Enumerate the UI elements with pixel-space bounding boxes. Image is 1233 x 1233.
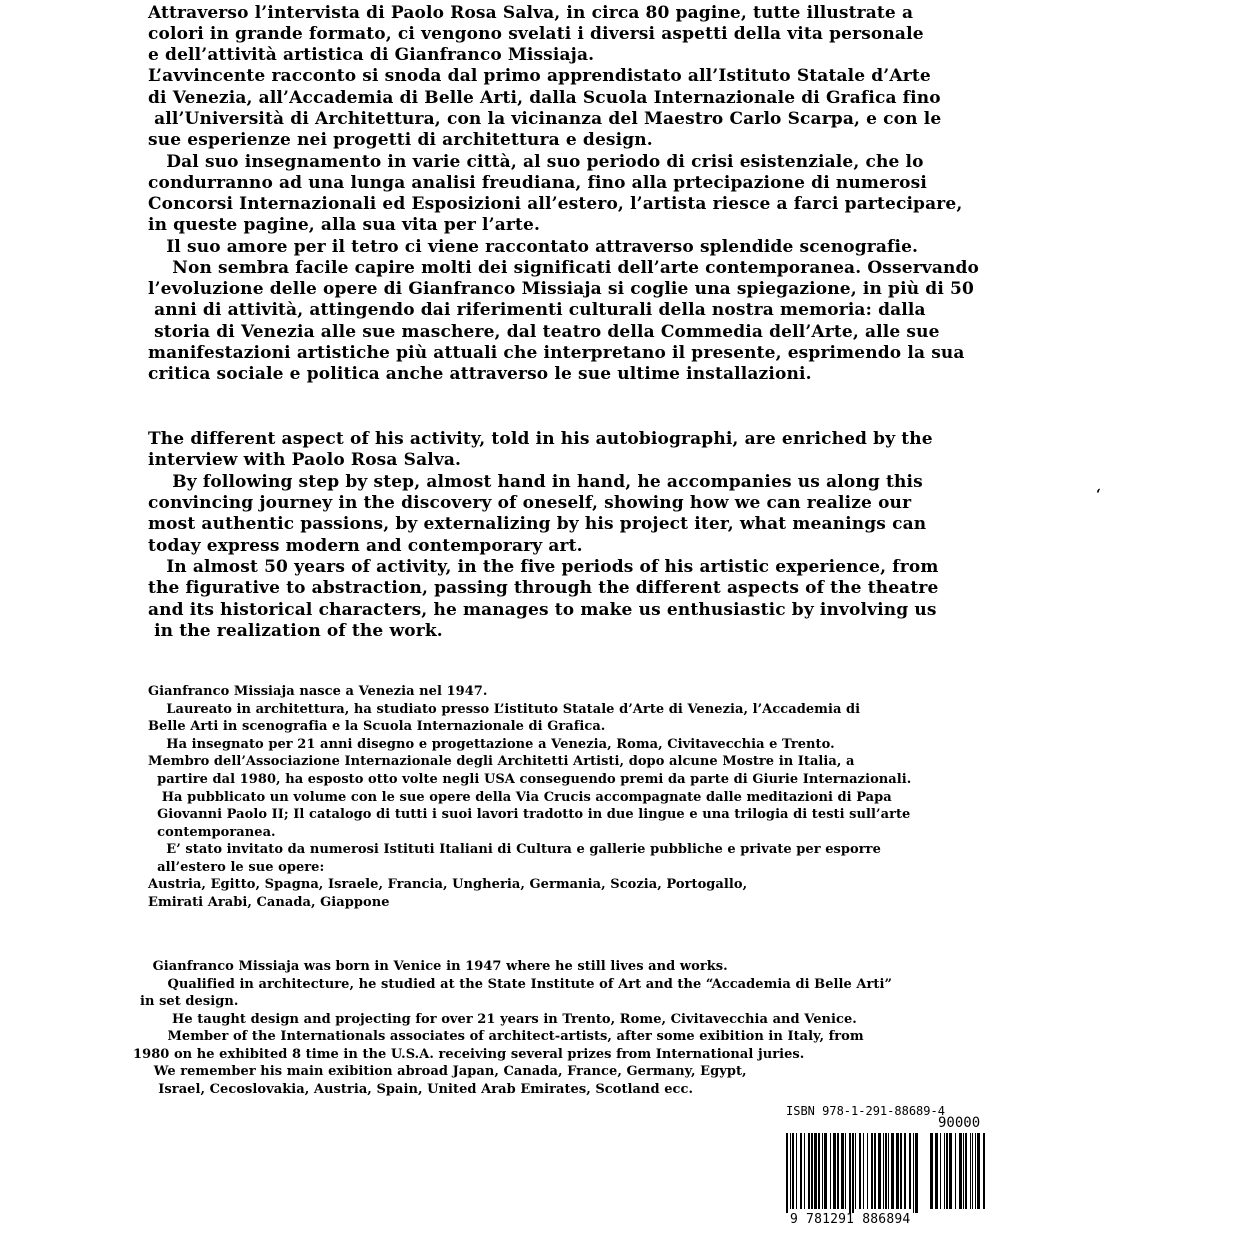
- text-line: Israel, Cecoslovakia, Austria, Spain, United Arab Emirates, Scotland ecc.: [140, 1082, 694, 1097]
- text-line: Il suo amore per il tetro ci viene raccontato attraverso splendide scenografie.: [148, 237, 919, 257]
- text-line: Austria, Egitto, Spagna, Israele, Francia, Ungheria, Germania, Scozia, Portogallo,: [148, 877, 748, 892]
- barcode-bar: [972, 1133, 973, 1209]
- text-line: 1980 on he exhibited 8 time in the U.S.A. receiving several prizes from International juries.: [133, 1047, 805, 1062]
- text-line: convincing journey in the discovery of oneself, showing how we can realize our: [148, 493, 912, 513]
- barcode-bar: [796, 1133, 797, 1209]
- text-line: Emirati Arabi, Canada, Giappone: [148, 895, 390, 910]
- text-line: in queste pagine, alla sua vita per l’arte.: [148, 215, 541, 235]
- barcode-bar: [871, 1133, 873, 1209]
- barcode-bar: [944, 1133, 945, 1209]
- text-line: interview with Paolo Rosa Salva.: [148, 450, 462, 470]
- barcode-bars: [786, 1133, 926, 1213]
- text-line: condurranno ad una lunga analisi freudiana, fino alla prtecipazione di numerosi: [148, 173, 927, 193]
- barcode-bar: [955, 1133, 956, 1209]
- text-line: Attraverso l’intervista di Paolo Rosa Salva, in circa 80 pagine, tutte illustrate a: [148, 3, 914, 23]
- text-line: Giovanni Paolo II; Il catalogo di tutti i suoi lavori tradotto in due lingue e una trilogia di testi sull’arte: [148, 807, 911, 822]
- barcode-bar: [841, 1133, 844, 1209]
- barcode-digits: 9 781291 886894: [790, 1212, 911, 1227]
- text-line: all’estero le sue opere:: [148, 860, 325, 875]
- text-line: all’Università di Architettura, con la vicinanza del Maestro Carlo Scarpa, e con le: [148, 109, 942, 129]
- barcode-bar: [946, 1133, 948, 1209]
- text-line: Ha pubblicato un volume con le sue opere della Via Crucis accompagnate dalle meditazioni di Papa: [148, 790, 892, 805]
- barcode-bar: [904, 1133, 906, 1209]
- text-line: partire dal 1980, ha esposto otto volte negli USA conseguendo premi da parte di Giurie Internazionali.: [148, 772, 912, 787]
- text-line: storia di Venezia alle sue maschere, dal teatro della Commedia dell’Arte, alle sue: [148, 322, 940, 342]
- stray-mark: ‘: [1096, 487, 1101, 503]
- barcode-bar: [830, 1133, 831, 1209]
- barcode-bar: [983, 1133, 985, 1209]
- barcode-bar: [930, 1133, 933, 1209]
- barcode-bar: [811, 1133, 813, 1209]
- text-line: today express modern and contemporary art.: [148, 536, 583, 556]
- barcode-bar: [935, 1133, 938, 1209]
- barcode-bar: [975, 1133, 976, 1209]
- barcode-bar: [804, 1133, 805, 1209]
- text-line: Belle Arti in scenografia e la Scuola Internazionale di Grafica.: [148, 719, 606, 734]
- barcode-bar: [883, 1133, 884, 1209]
- text-line: critica sociale e politica anche attraverso le sue ultime installazioni.: [148, 364, 812, 384]
- barcode-bar: [888, 1133, 889, 1209]
- text-line: e dell’attività artistica di Gianfranco Missiaja.: [148, 45, 595, 65]
- barcode-bar: [818, 1133, 820, 1209]
- text-line: anni di attività, attingendo dai riferimenti culturali della nostra memoria: dalla: [148, 300, 926, 320]
- barcode-bar: [913, 1133, 914, 1213]
- text-line: By following step by step, almost hand in hand, he accompanies us along this: [148, 472, 923, 492]
- text-line: most authentic passions, by externalizing by his project iter, what meanings can: [148, 514, 927, 534]
- text-line: E’ stato invitato da numerosi Istituti Italiani di Cultura e gallerie pubbliche e private per esporre: [148, 842, 881, 857]
- text-line: contemporanea.: [148, 825, 276, 840]
- barcode-bar: [833, 1133, 836, 1209]
- text-line: Gianfranco Missiaja nasce a Venezia nel 1947.: [148, 684, 488, 699]
- barcode-bar: [808, 1133, 810, 1209]
- barcode-bar: [977, 1133, 980, 1209]
- barcode-bar: [878, 1133, 881, 1209]
- text-line: Ha insegnato per 21 anni disegno e progettazione a Venezia, Roma, Civitavecchia e Trento.: [148, 737, 835, 752]
- barcode-bar: [849, 1133, 851, 1213]
- text-line: sue esperienze nei progetti di architettura e design.: [148, 130, 653, 150]
- text-line: in the realization of the work.: [148, 621, 443, 641]
- barcode-bar: [909, 1133, 911, 1209]
- text-line: Qualified in architecture, he studied at the State Institute of Art and the “Accademia di Belle Arti”: [140, 977, 893, 992]
- text-line: Non sembra facile capire molti dei significati dell’arte contemporanea. Osservando: [148, 258, 980, 278]
- barcode-addon-bars: [930, 1133, 988, 1213]
- barcode-bar: [800, 1133, 802, 1209]
- barcode-bar: [940, 1133, 941, 1209]
- barcode-bar: [852, 1133, 854, 1213]
- barcode-bar: [970, 1133, 971, 1209]
- text-line: Laureato in architettura, ha studiato presso L’istituto Statale d’Arte di Venezia, l’Accademia di: [148, 702, 861, 717]
- text-line: and its historical characters, he manages to make us enthusiastic by involving us: [148, 600, 937, 620]
- barcode-bar: [790, 1133, 791, 1209]
- barcode-bar: [900, 1133, 902, 1209]
- barcode-bar: [822, 1133, 823, 1209]
- barcode-bar: [859, 1133, 861, 1209]
- barcode-bar: [885, 1133, 887, 1209]
- isbn-label: ISBN 978-1-291-88689-4: [786, 1104, 945, 1118]
- barcode-bar: [949, 1133, 952, 1209]
- barcode-bar: [863, 1133, 864, 1209]
- text-line: Member of the Internationals associates of architect-artists, after some exibition in Italy, from: [140, 1029, 864, 1044]
- barcode-bar: [915, 1133, 918, 1213]
- text-line: the figurative to abstraction, passing through the different aspects of the theatre: [148, 578, 939, 598]
- barcode-bar: [891, 1133, 894, 1209]
- text-line: in set design.: [140, 994, 239, 1009]
- text-line: In almost 50 years of activity, in the five periods of his artistic experience, from: [148, 557, 939, 577]
- barcode-bar: [792, 1133, 794, 1209]
- text-line: Membro dell’Associazione Internazionale degli Architetti Artisti, dopo alcune Mostre in Italia, a: [148, 754, 855, 769]
- text-line: The different aspect of his activity, told in his autobiographi, are enriched by the: [148, 429, 933, 449]
- text-line: manifestazioni artistiche più attuali che interpretano il presente, esprimendo la sua: [148, 343, 965, 363]
- barcode-bar: [837, 1133, 839, 1209]
- barcode-bar: [965, 1133, 967, 1209]
- text-line: L’avvincente racconto si snoda dal primo apprendistato all’Istituto Statale d’Arte: [148, 66, 931, 86]
- text-line: Gianfranco Missiaja was born in Venice in 1947 where he still lives and works.: [148, 959, 728, 974]
- barcode-bar: [959, 1133, 962, 1209]
- text-line: colori in grande formato, ci vengono svelati i diversi aspetti della vita personale: [148, 24, 924, 44]
- price-code: 90000: [938, 1115, 981, 1131]
- text-line: l’evoluzione delle opere di Gianfranco Missiaja si coglie una spiegazione, in più di 50: [148, 279, 974, 299]
- barcode-bar: [896, 1133, 899, 1209]
- text-line: He taught design and projecting for over 21 years in Trento, Rome, Civitavecchia and Venice.: [140, 1012, 857, 1027]
- barcode-bar: [824, 1133, 827, 1209]
- text-line: Concorsi Internazionali ed Esposizioni all’estero, l’artista riesce a farci partecipare,: [148, 194, 963, 214]
- text-line: We remember his main exibition abroad Japan, Canada, France, Germany, Egypt,: [140, 1064, 747, 1079]
- barcode-bar: [867, 1133, 868, 1209]
- barcode-bar: [814, 1133, 817, 1209]
- text-line: di Venezia, all’Accademia di Belle Arti, dalla Scuola Internazionale di Grafica fino: [148, 88, 941, 108]
- barcode-bar: [963, 1133, 964, 1209]
- barcode-bar: [786, 1133, 788, 1213]
- barcode-bar: [874, 1133, 876, 1209]
- text-line: Dal suo insegnamento in varie città, al suo periodo di crisi esistenziale, che lo: [148, 152, 924, 172]
- barcode-bar: [855, 1133, 856, 1209]
- barcode-bar: [845, 1133, 846, 1209]
